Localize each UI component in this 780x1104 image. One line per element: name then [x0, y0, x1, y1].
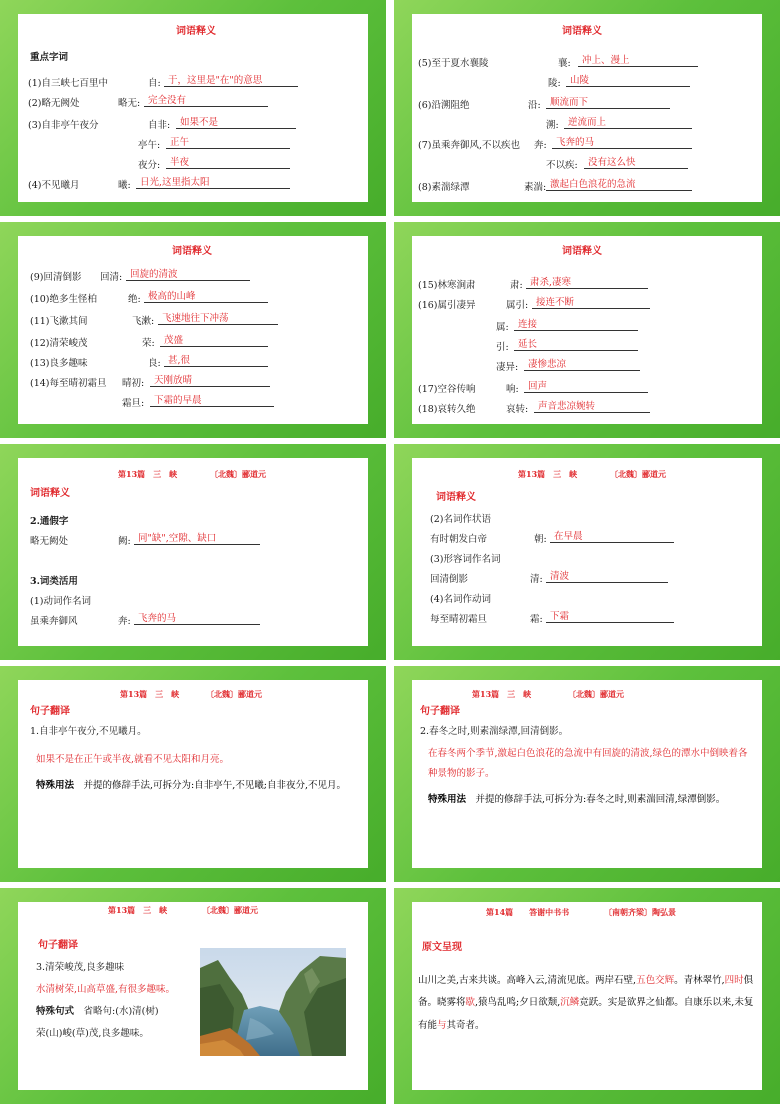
subheading: (2)名词作状语	[430, 514, 491, 525]
slide-title: 句子翻译	[30, 706, 70, 717]
item-word: 霜:	[530, 614, 543, 625]
highlight-span: 歇	[465, 997, 476, 1009]
item-answer: 凄惨悲凉	[524, 359, 640, 371]
item-answer: 天刚放晴	[150, 375, 270, 387]
item-word: 朝:	[534, 534, 547, 545]
item-word: 绝:	[128, 294, 141, 305]
item-word: 良:	[148, 358, 161, 369]
text-span: ,猿鸟乱鸣;夕日欲颓,	[475, 997, 561, 1009]
special-usage-text: 荣(山)峻(草)茂,良多趣味。	[36, 1028, 149, 1039]
item-text: (5)至于夏水襄陵	[418, 58, 489, 69]
text-span: 其奇者。	[446, 1019, 485, 1031]
subheading: 3.词类活用	[30, 576, 78, 587]
item-word: 哀转:	[506, 404, 529, 415]
slide-title: 词语释义	[562, 246, 602, 257]
item-answer: 在早晨	[550, 531, 674, 543]
highlight-span: 沉鳞	[560, 997, 580, 1009]
special-usage-text: 省略句:(水)清(树)	[83, 1006, 159, 1017]
item-word: 肃:	[510, 280, 523, 291]
special-usage-text: 并提的修辞手法,可拆分为:春冬之时,则素湍回清,绿潭倒影。	[475, 794, 726, 805]
lesson-header-author: 〔南朝齐梁〕陶弘景	[604, 907, 676, 917]
item-word: 沿:	[528, 100, 541, 111]
subheading: (1)动词作名词	[30, 596, 91, 607]
item-answer: 茂盛	[160, 335, 268, 347]
item-answer: 极高的山峰	[144, 291, 268, 303]
translation: 在春冬两个季节,激起白色浪花的急流中有回旋的清波,绿色的潭水中倒映着各种景物的影子。	[428, 748, 748, 780]
special-usage-label: 特殊用法	[428, 794, 467, 805]
item-word: 属:	[496, 322, 509, 333]
lesson-header-title: 第14篇 答谢中书书	[486, 907, 570, 917]
subheading: 原文呈现	[422, 942, 462, 953]
item-word: 自非:	[148, 120, 171, 131]
item-answer: 于，这里是"在"的意思	[164, 75, 298, 87]
translation: 如果不是在正午或半夜,就看不见太阳和月亮。	[36, 754, 230, 765]
lesson-header-author: 〔北魏〕郦道元	[206, 689, 262, 699]
item-text: (15)林寒涧肃	[418, 280, 476, 291]
slide-10	[394, 888, 780, 1104]
item-word: 飞漱:	[132, 316, 155, 327]
item-text: 回清倒影	[430, 574, 469, 585]
item-answer: 飞奔的马	[552, 137, 692, 149]
item-answer: 没有这么快	[584, 157, 688, 169]
item-word: 奔:	[118, 616, 131, 627]
item-answer: 回旋的清波	[126, 269, 250, 281]
item-word: 霜旦:	[122, 398, 145, 409]
item-word: 回清:	[100, 272, 123, 283]
slide-5	[0, 444, 386, 660]
lesson-header-title: 第13篇 三 峡	[120, 689, 180, 699]
item-answer: 声音悲凉婉转	[534, 401, 650, 413]
item-answer: 连接	[514, 319, 638, 331]
lesson-header-author: 〔北魏〕郦道元	[210, 469, 266, 479]
text-span: 。青林翠竹,	[674, 975, 725, 986]
item-answer: 逆流而上	[564, 117, 692, 129]
lesson-header-author: 〔北魏〕郦道元	[202, 905, 258, 915]
item-word: 襄:	[558, 58, 571, 69]
item-text: (10)绝多生怪柏	[30, 294, 98, 305]
item-answer: 半夜	[166, 157, 290, 169]
item-text: (12)清荣峻茂	[30, 338, 88, 349]
lesson-header-author: 〔北魏〕郦道元	[568, 689, 624, 699]
slide-2	[394, 0, 780, 216]
item-text: (18)哀转久绝	[418, 404, 476, 415]
item-answer: 飞奔的马	[134, 613, 260, 625]
slide-title: 词语释义	[30, 488, 70, 499]
item-word: 荣:	[142, 338, 155, 349]
highlight-span: 五色交辉	[636, 975, 675, 986]
original-text	[418, 970, 754, 1037]
special-usage	[428, 790, 746, 810]
item-text: 略无阙处	[30, 536, 69, 547]
item-answer: 如果不是	[176, 117, 296, 129]
item-word: 亭午:	[138, 140, 161, 151]
item-text: 有时朝发白帝	[430, 534, 488, 545]
slide-title: 句子翻译	[38, 940, 78, 951]
item-word: 曦:	[118, 180, 131, 191]
highlight-span: 与	[437, 1019, 447, 1031]
slide-title: 词语释义	[562, 26, 602, 37]
item-answer: 山陵	[566, 75, 690, 87]
item-answer: 正午	[166, 137, 290, 149]
subheading: 2.通假字	[30, 516, 69, 527]
sentence: 1.自非亭午夜分,不见曦月。	[30, 726, 147, 737]
item-answer: 下霜	[546, 611, 674, 623]
slide-title: 词语释义	[172, 246, 212, 257]
slide-6	[394, 444, 780, 660]
item-text: 每至晴初霜旦	[430, 614, 488, 625]
item-word: 清:	[530, 574, 543, 585]
sentence: 3.清荣峻茂,良多趣味	[36, 962, 125, 973]
slide-4	[394, 222, 780, 438]
text-span: 俱备。晓雾将	[418, 975, 754, 1009]
item-answer: 激起白色浪花的急流	[546, 179, 692, 191]
item-word: 溯:	[546, 120, 559, 131]
special-usage-label: 特殊句式	[36, 1006, 75, 1017]
item-text: (14)每至晴初霜旦	[30, 378, 107, 389]
item-word: 晴初:	[122, 378, 145, 389]
slide-title: 句子翻译	[420, 706, 460, 717]
slide-card	[18, 680, 368, 868]
item-text: 虽乘奔御风	[30, 616, 78, 627]
item-answer: 冲上、漫上	[578, 55, 698, 67]
item-text: (2)略无阙处	[28, 98, 80, 109]
item-text: (17)空谷传响	[418, 384, 476, 395]
highlight-span: 四时	[724, 975, 744, 986]
item-text: (9)回清倒影	[30, 272, 82, 283]
item-text: (6)沿溯阻绝	[418, 100, 470, 111]
gorge-photo	[200, 948, 346, 1056]
item-text: (13)良多趣味	[30, 358, 88, 369]
item-word: 阙:	[118, 536, 131, 547]
item-text: (7)虽乘奔御风,不以疾也	[418, 140, 520, 151]
item-answer: 接连不断	[532, 297, 650, 309]
sentence: 2.春冬之时,则素湍绿潭,回清倒影。	[420, 726, 569, 737]
slide-8	[394, 666, 780, 882]
slide-1	[0, 0, 386, 216]
item-text: (11)飞漱其间	[30, 316, 88, 327]
item-word: 夜分:	[138, 160, 161, 171]
item-word: 不以疾:	[546, 160, 578, 171]
item-word: 陵:	[548, 78, 561, 89]
item-answer: 甚,很	[164, 355, 268, 367]
item-word: 自:	[148, 78, 161, 89]
item-answer: 完全没有	[144, 95, 268, 107]
lesson-header-title: 第13篇 三 峡	[518, 469, 578, 479]
subheading: (4)名词作动词	[430, 594, 491, 605]
slide-title: 词语释义	[176, 26, 216, 37]
lesson-header-author: 〔北魏〕郦道元	[610, 469, 666, 479]
special-usage	[36, 776, 352, 796]
item-text: (1)自三峡七百里中	[28, 78, 108, 89]
item-answer: 飞速地往下冲荡	[158, 313, 278, 325]
item-word: 奔:	[534, 140, 547, 151]
slide-title: 词语释义	[436, 492, 476, 503]
subheading: (3)形容词作名词	[430, 554, 501, 565]
item-text: (3)自非亭午夜分	[28, 120, 99, 131]
item-word: 属引:	[506, 300, 529, 311]
subheading: 重点字词	[30, 52, 69, 63]
text-span: 山川之美,古来共谈。高峰入云,清流见底。两岸石壁,	[418, 975, 637, 986]
item-answer: 清波	[546, 571, 668, 583]
item-answer: 肃杀,凄寒	[526, 277, 648, 289]
translation: 水清树荣,山高草盛,有很多趣味。	[36, 984, 176, 995]
item-answer: 延长	[514, 339, 638, 351]
special-usage-label: 特殊用法	[36, 780, 75, 791]
special-usage-text: 并提的修辞手法,可拆分为:自非亭午,不见曦;自非夜分,不见月。	[83, 780, 346, 791]
lesson-header-title: 第13篇 三 峡	[118, 469, 178, 479]
gorge-landscape-image	[200, 948, 346, 1056]
text-span: 竞跃。实是欲界之仙都。自康乐以来,未复有能	[418, 997, 754, 1031]
item-text: (8)素湍绿潭	[418, 182, 470, 193]
item-text: (16)属引凄异	[418, 300, 476, 311]
item-text: (4)不见曦月	[28, 180, 80, 191]
item-word: 凄异:	[496, 362, 519, 373]
item-word: 略无:	[118, 98, 141, 109]
item-answer: 顺流而下	[546, 97, 670, 109]
lesson-header-title: 第13篇 三 峡	[108, 905, 168, 915]
item-answer: 回声	[524, 381, 648, 393]
slide-7	[0, 666, 386, 882]
item-word: 响:	[506, 384, 519, 395]
item-answer: 日光,这里指太阳	[136, 177, 290, 189]
item-answer: 同"缺",空隙、缺口	[134, 533, 260, 545]
lesson-header-title: 第13篇 三 峡	[472, 689, 532, 699]
item-word: 素湍:	[524, 182, 547, 193]
item-answer: 下霜的早晨	[150, 395, 274, 407]
item-word: 引:	[496, 342, 509, 353]
slide-3	[0, 222, 386, 438]
special-usage	[36, 1006, 159, 1017]
